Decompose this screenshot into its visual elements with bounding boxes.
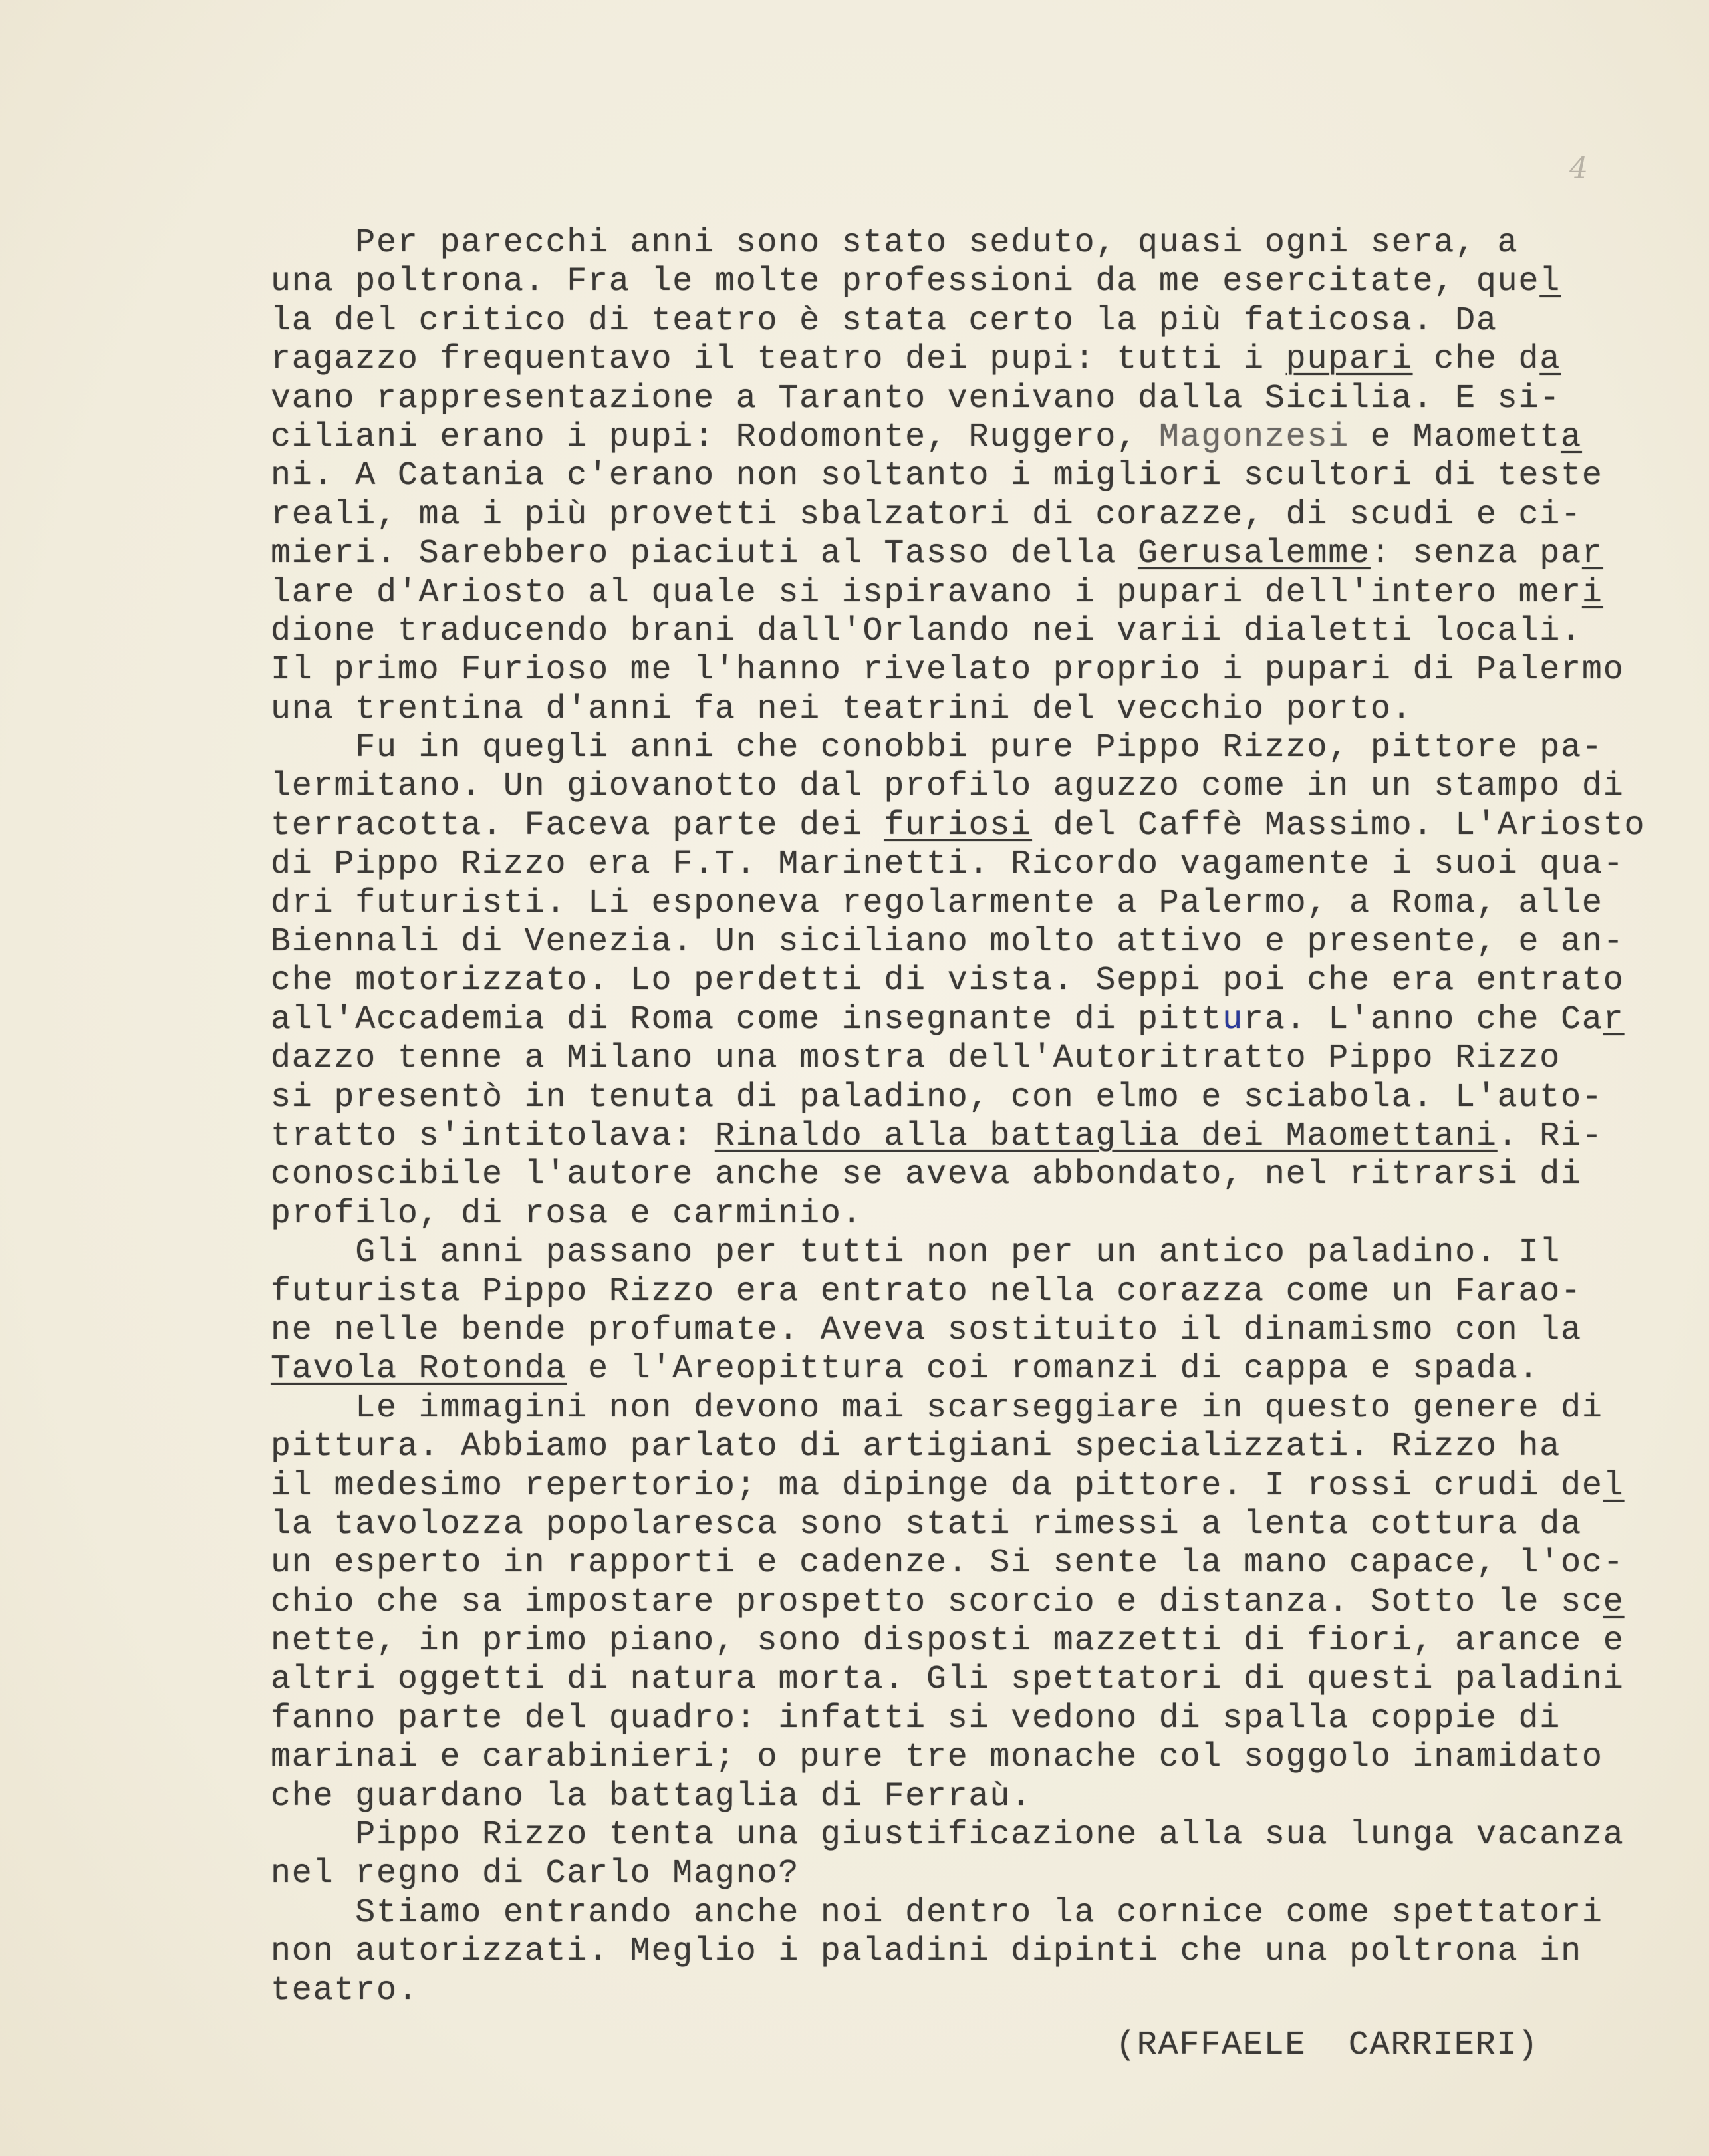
text-line [271, 1894, 1601, 1933]
text-segment: Le immagini non devono mai scarseggiare in questo genere di [271, 1389, 1603, 1427]
text-segment: Gli anni passano per tutti non per un antico paladino. Il [271, 1234, 1561, 1272]
text-segment: ni. A Catania c'erano non soltanto i migliori scultori di teste [271, 457, 1603, 495]
text-line [271, 535, 1601, 573]
text-line [271, 884, 1601, 923]
text-segment: tratto s'intitolava: [271, 1117, 715, 1155]
text-segment: di Pippo Rizzo era F.T. Marinetti. Ricordo vagamente i suoi qua- [271, 845, 1625, 884]
text-line [271, 1506, 1601, 1544]
text-segment: Pippo Rizzo tenta una giustificazione alla sua lunga vacanza [271, 1816, 1625, 1855]
text-segment: pittura. Abbiamo parlato di artigiani specializzati. Rizzo ha [271, 1428, 1561, 1466]
text-segment: un esperto in rapporti e cadenze. Si sente la mano capace, l'oc- [271, 1544, 1625, 1583]
text-line [271, 1079, 1601, 1117]
text-segment: e l'Areopittura coi romanzi di cappa e spada. [567, 1350, 1540, 1389]
text-line [271, 845, 1625, 884]
text-segment: Stiamo entrando anche noi dentro la cornice come spettatori [271, 1893, 1603, 1932]
text-segment: dri futuristi. Li esponeva regolarmente a Palermo, a Roma, alle [271, 884, 1603, 922]
underlined-text: e [1603, 1583, 1625, 1621]
text-line [271, 1117, 1601, 1156]
underlined-text: Gerusalemme [1138, 535, 1371, 573]
text-line [271, 923, 1625, 962]
text-segment: Per parecchi anni sono stato seduto, quasi ogni sera, a [271, 224, 1519, 262]
text-segment: fanno parte del quadro: infatti si vedono di spalla coppie di [271, 1699, 1561, 1738]
text-segment: terracotta. Faceva parte dei [271, 806, 884, 845]
text-segment: Biennali di Venezia. Un siciliano molto attivo e presente, e an- [271, 923, 1625, 962]
underlined-text: i [1581, 573, 1603, 612]
text-line [271, 263, 1601, 301]
text-segment: : senza pa [1370, 535, 1582, 573]
text-line [271, 806, 1646, 845]
text-line [271, 1156, 1601, 1194]
text-line [271, 1933, 1601, 1971]
text-line [271, 1778, 1601, 1816]
text-line [271, 418, 1601, 457]
page-number: 4 [1569, 152, 1588, 186]
text-line [271, 380, 1601, 418]
text-line [271, 1816, 1625, 1855]
text-line [271, 1350, 1601, 1389]
underlined-text: l [1539, 263, 1561, 301]
text-line [271, 457, 1601, 495]
text-line [271, 612, 1601, 651]
text-line [271, 302, 1601, 340]
text-segment: lermitano. Un giovanotto dal profilo aguzzo come in un stampo di [271, 767, 1625, 806]
text-line [271, 1195, 1601, 1234]
text-segment: reali, ma i più provetti sbalzatori di corazze, di scudi e ci- [271, 495, 1582, 534]
text-segment: si presentò in tenuta di paladino, con elmo e sciabola. L'auto- [271, 1078, 1603, 1117]
text-segment: ragazzo frequentavo il teatro dei pupi: tutti i [271, 340, 1286, 379]
text-line [271, 224, 1601, 263]
text-line [271, 1039, 1601, 1078]
text-line [271, 1466, 1625, 1506]
text-line [271, 1972, 1601, 2010]
text-segment: dazzo tenne a Milano una mostra dell'Autoritratto Pippo Rizzo [271, 1039, 1561, 1078]
text-segment: del Caffè Massimo. L'Ariosto [1031, 806, 1646, 845]
text-segment: teatro. [271, 1971, 419, 2010]
text-segment: Magonzesi [1158, 418, 1350, 456]
text-segment: il medesimo repertorio; ma dipinge da pittore. I rossi crudi de [271, 1466, 1603, 1505]
underlined-text: pupari [1285, 340, 1413, 379]
text-line [271, 574, 1601, 612]
underlined-text: r [1603, 1000, 1625, 1039]
text-segment: la tavolozza popolaresca sono stati rimessi a lenta cottura da [271, 1505, 1582, 1544]
text-line [271, 1622, 1625, 1661]
underlined-text: l [1603, 1466, 1625, 1505]
text-line [271, 1544, 1625, 1583]
text-segment: all'Accademia di Roma come insegnante di pitt [271, 1000, 1223, 1039]
text-segment: ciliani erano i pupi: Rodomonte, Ruggero, [271, 418, 1159, 456]
text-segment: una trentina d'anni fa nei teatrini del vecchio porto. [271, 690, 1413, 728]
text-segment: . Ri- [1497, 1117, 1603, 1155]
text-segment: vano rappresentazione a Taranto venivano dalla Sicilia. E si- [271, 379, 1561, 418]
underlined-text: Rinaldo alla battaglia dei Maomettani [714, 1117, 1498, 1155]
text-segment: lare d'Ariosto al quale si ispiravano i pupari dell'intero mer [271, 573, 1582, 612]
text-segment: Fu in quegli anni che conobbi pure Pippo Rizzo, pittore pa- [271, 729, 1603, 767]
underlined-text: r [1581, 535, 1603, 573]
text-segment: che motorizzato. Lo perdetti di vista. Seppi poi che era entrato [271, 962, 1625, 1000]
text-segment: conoscibile l'autore anche se aveva abbondato, nel ritrarsi di [271, 1156, 1582, 1194]
text-segment: marinai e carabinieri; o pure tre monache col soggolo inamidato [271, 1738, 1603, 1777]
author-signature: (RAFFAELE CARRIERI) [1116, 2026, 1539, 2064]
text-segment: chio che sa impostare prospetto scorcio e distanza. Sotto le sc [271, 1583, 1603, 1621]
text-line [271, 1661, 1625, 1699]
underlined-text: furiosi [884, 806, 1032, 845]
text-line [271, 1583, 1625, 1622]
text-line [271, 496, 1601, 535]
text-segment: dione traducendo brani dall'Orlando nei varii dialetti locali. [271, 612, 1582, 650]
text-line [271, 690, 1601, 729]
text-line [271, 1234, 1601, 1272]
text-segment: che d [1412, 340, 1540, 379]
text-line [271, 962, 1625, 1000]
underlined-text: a [1539, 340, 1561, 379]
text-line [271, 1738, 1601, 1777]
text-segment: che guardano la battaglia di Ferraù. [271, 1777, 1032, 1816]
text-segment: altri oggetti di natura morta. Gli spettatori di questi paladini [271, 1661, 1625, 1699]
text-line [271, 1000, 1625, 1039]
text-line [271, 1389, 1601, 1428]
text-segment: nel regno di Carlo Magno? [271, 1855, 800, 1893]
text-line [271, 651, 1625, 690]
text-segment: e Maomett [1349, 418, 1561, 456]
text-line [271, 1273, 1601, 1311]
text-line [271, 340, 1601, 379]
text-line [271, 1428, 1601, 1466]
text-segment: non autorizzati. Meglio i paladini dipinti che una poltrona in [271, 1933, 1582, 1971]
text-segment: una poltrona. Fra le molte professioni da me esercitate, que [271, 263, 1540, 301]
text-segment: u [1222, 1000, 1244, 1039]
text-segment: futurista Pippo Rizzo era entrato nella corazza come un Farao- [271, 1272, 1582, 1311]
article-body [271, 224, 1646, 2010]
text-segment: mieri. Sarebbero piaciuti al Tasso della [271, 535, 1138, 573]
text-line [271, 1700, 1601, 1738]
text-line [271, 767, 1625, 806]
text-segment: profilo, di rosa e carminio. [271, 1194, 863, 1233]
text-line [271, 1311, 1601, 1350]
text-line [271, 729, 1601, 767]
underlined-text: a [1561, 418, 1582, 456]
text-line [271, 1855, 1601, 1893]
text-segment: nette, in primo piano, sono disposti mazzetti di fiori, arance e [271, 1622, 1625, 1661]
text-segment: la del critico di teatro è stata certo la più faticosa. Da [271, 301, 1498, 340]
text-segment: ra. L'anno che Ca [1244, 1000, 1603, 1039]
text-segment: ne nelle bende profumate. Aveva sostituito il dinamismo con la [271, 1311, 1582, 1349]
underlined-text: Tavola Rotonda [271, 1350, 567, 1389]
text-segment: Il primo Furioso me l'hanno rivelato proprio i pupari di Palermo [271, 651, 1625, 690]
